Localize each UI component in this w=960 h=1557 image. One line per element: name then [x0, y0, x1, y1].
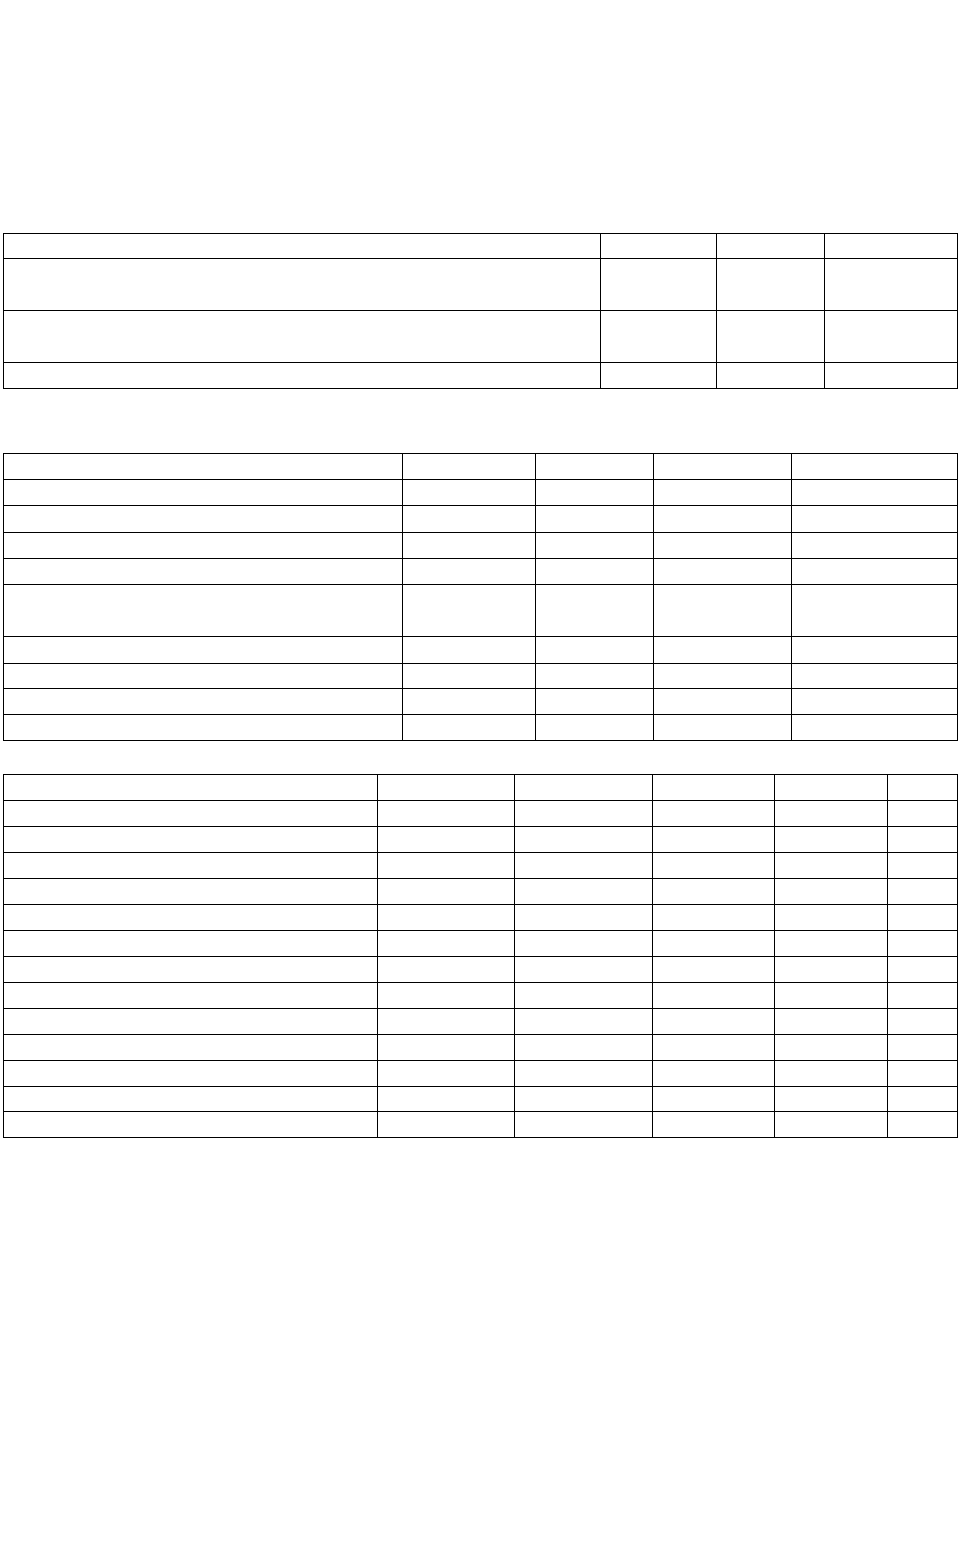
table-cell — [792, 585, 958, 637]
table-row — [4, 879, 958, 905]
table-row — [4, 559, 958, 585]
table-cell — [717, 311, 825, 363]
table-cell — [402, 715, 536, 741]
table-cell — [4, 801, 378, 827]
table-cell — [515, 1112, 653, 1138]
table-cell — [402, 689, 536, 715]
table-cell — [888, 1009, 958, 1035]
table-cell — [888, 1112, 958, 1138]
table-row — [4, 905, 958, 931]
table-cell — [4, 1035, 378, 1061]
table-row — [4, 1009, 958, 1035]
table-cell — [654, 689, 792, 715]
table-cell — [653, 983, 775, 1009]
table-cell — [536, 689, 654, 715]
table-cell — [775, 879, 888, 905]
table-cell — [536, 664, 654, 689]
table-cell — [654, 533, 792, 559]
table-cell — [4, 259, 601, 311]
table-header-row — [4, 454, 958, 480]
table-cell — [888, 801, 958, 827]
table-row — [4, 1087, 958, 1112]
table-cell — [402, 559, 536, 585]
table-cell — [792, 559, 958, 585]
table-cell — [402, 480, 536, 506]
table-cell — [775, 775, 888, 801]
table-cell — [653, 775, 775, 801]
table-cell — [4, 1061, 378, 1087]
table-cell — [515, 1061, 653, 1087]
table-cell — [4, 827, 378, 853]
table-cell — [654, 559, 792, 585]
table-cell — [377, 775, 515, 801]
table-cell — [888, 879, 958, 905]
table-cell — [536, 533, 654, 559]
table-cell — [775, 853, 888, 879]
table-cell — [792, 689, 958, 715]
table-cell — [775, 801, 888, 827]
table-cell — [825, 311, 958, 363]
table-cell — [402, 506, 536, 533]
table-cell — [653, 879, 775, 905]
table-cell — [515, 775, 653, 801]
table-row — [4, 311, 958, 363]
table-row — [4, 827, 958, 853]
table-cell — [792, 506, 958, 533]
table-row — [4, 801, 958, 827]
costs-table — [3, 453, 958, 741]
table-cell — [775, 905, 888, 931]
table-cell — [4, 480, 403, 506]
table-cell — [4, 585, 403, 637]
table-cell — [515, 827, 653, 853]
table-cell — [888, 853, 958, 879]
table-cell — [377, 801, 515, 827]
table-cell — [515, 1087, 653, 1112]
table-cell — [888, 957, 958, 983]
header-cell — [825, 234, 958, 259]
table-row — [4, 957, 958, 983]
table-cell — [654, 480, 792, 506]
table-row — [4, 689, 958, 715]
table-cell — [4, 689, 403, 715]
table-cell — [792, 664, 958, 689]
table-cell — [536, 585, 654, 637]
table-cell — [4, 1009, 378, 1035]
table-cell — [536, 506, 654, 533]
table-cell — [792, 480, 958, 506]
table-row — [4, 637, 958, 664]
table-cell — [792, 715, 958, 741]
table-cell — [536, 637, 654, 664]
table-cell — [601, 259, 717, 311]
indicators-table — [3, 233, 958, 389]
table-cell — [653, 931, 775, 957]
table-cell — [717, 259, 825, 311]
table-cell — [775, 931, 888, 957]
table-cell — [4, 775, 378, 801]
table-cell — [4, 1112, 378, 1138]
table-cell — [888, 1061, 958, 1087]
table-cell — [4, 931, 378, 957]
table-row — [4, 1035, 958, 1061]
table-row — [4, 533, 958, 559]
table-cell — [654, 715, 792, 741]
table-row — [4, 506, 958, 533]
table-cell — [402, 637, 536, 664]
table-cell — [4, 957, 378, 983]
table-cell — [775, 1087, 888, 1112]
table-cell — [4, 533, 403, 559]
table-cell — [792, 637, 958, 664]
table-cell — [775, 957, 888, 983]
table-cell — [377, 1061, 515, 1087]
table-row — [4, 480, 958, 506]
table-row — [4, 363, 958, 389]
table-cell — [775, 1035, 888, 1061]
table-cell — [654, 664, 792, 689]
table-cell — [4, 715, 403, 741]
table-total-row — [4, 1112, 958, 1138]
table-cell — [377, 1035, 515, 1061]
table-row — [4, 664, 958, 689]
table-cell — [515, 957, 653, 983]
table-row — [4, 853, 958, 879]
financing-table — [3, 774, 958, 1138]
table-cell — [515, 905, 653, 931]
table-row — [4, 259, 958, 311]
table-cell — [888, 931, 958, 957]
table-cell — [536, 480, 654, 506]
table-cell — [402, 533, 536, 559]
table-cell — [536, 454, 654, 480]
table-cell — [377, 827, 515, 853]
table-cell — [653, 957, 775, 983]
table-cell — [4, 559, 403, 585]
table-cell — [717, 363, 825, 389]
table-cell — [515, 879, 653, 905]
table-cell — [515, 931, 653, 957]
table-cell — [775, 1112, 888, 1138]
table-cell — [536, 559, 654, 585]
table-cell — [601, 363, 717, 389]
table-cell — [653, 801, 775, 827]
table-cell — [4, 506, 403, 533]
table-cell — [377, 1087, 515, 1112]
table-row — [4, 983, 958, 1009]
table-cell — [515, 1035, 653, 1061]
table-cell — [888, 1087, 958, 1112]
table-cell — [653, 1061, 775, 1087]
table-cell — [4, 637, 403, 664]
table-cell — [4, 905, 378, 931]
table-cell — [536, 715, 654, 741]
table-cell — [377, 879, 515, 905]
table-cell — [4, 454, 403, 480]
table-cell — [654, 506, 792, 533]
table-cell — [515, 853, 653, 879]
table-cell — [653, 827, 775, 853]
table-cell — [377, 853, 515, 879]
table-row — [4, 585, 958, 637]
table-cell — [888, 827, 958, 853]
table-cell — [653, 1087, 775, 1112]
table-row — [4, 931, 958, 957]
table-cell — [377, 983, 515, 1009]
table-cell — [402, 454, 536, 480]
table-header-row — [4, 775, 958, 801]
table-cell — [515, 983, 653, 1009]
table-cell — [775, 827, 888, 853]
table-cell — [825, 259, 958, 311]
table-cell — [377, 931, 515, 957]
table-cell — [653, 1035, 775, 1061]
table-cell — [515, 801, 653, 827]
table-cell — [402, 585, 536, 637]
table-total-row — [4, 715, 958, 741]
table-cell — [4, 853, 378, 879]
table-cell — [792, 533, 958, 559]
table-cell — [775, 1061, 888, 1087]
table-cell — [775, 983, 888, 1009]
table-cell — [653, 1112, 775, 1138]
table-cell — [377, 1112, 515, 1138]
table-cell — [775, 1009, 888, 1035]
header-cell — [4, 234, 601, 259]
table-cell — [4, 1087, 378, 1112]
table-cell — [515, 1009, 653, 1035]
table-header-row — [4, 234, 958, 259]
table-cell — [825, 363, 958, 389]
table-cell — [888, 983, 958, 1009]
table-cell — [888, 775, 958, 801]
table-cell — [377, 905, 515, 931]
table-cell — [654, 585, 792, 637]
table-cell — [601, 311, 717, 363]
table-cell — [377, 1009, 515, 1035]
table-cell — [653, 853, 775, 879]
table-cell — [654, 454, 792, 480]
table-cell — [4, 311, 601, 363]
table-cell — [888, 905, 958, 931]
header-cell — [601, 234, 717, 259]
table-cell — [377, 957, 515, 983]
table-cell — [792, 454, 958, 480]
table-cell — [402, 664, 536, 689]
table-cell — [653, 905, 775, 931]
table-cell — [4, 879, 378, 905]
table-row — [4, 1061, 958, 1087]
table-cell — [4, 664, 403, 689]
table-cell — [654, 637, 792, 664]
table-cell — [888, 1035, 958, 1061]
table-cell — [4, 363, 601, 389]
table-cell — [4, 983, 378, 1009]
table-cell — [653, 1009, 775, 1035]
header-cell — [717, 234, 825, 259]
